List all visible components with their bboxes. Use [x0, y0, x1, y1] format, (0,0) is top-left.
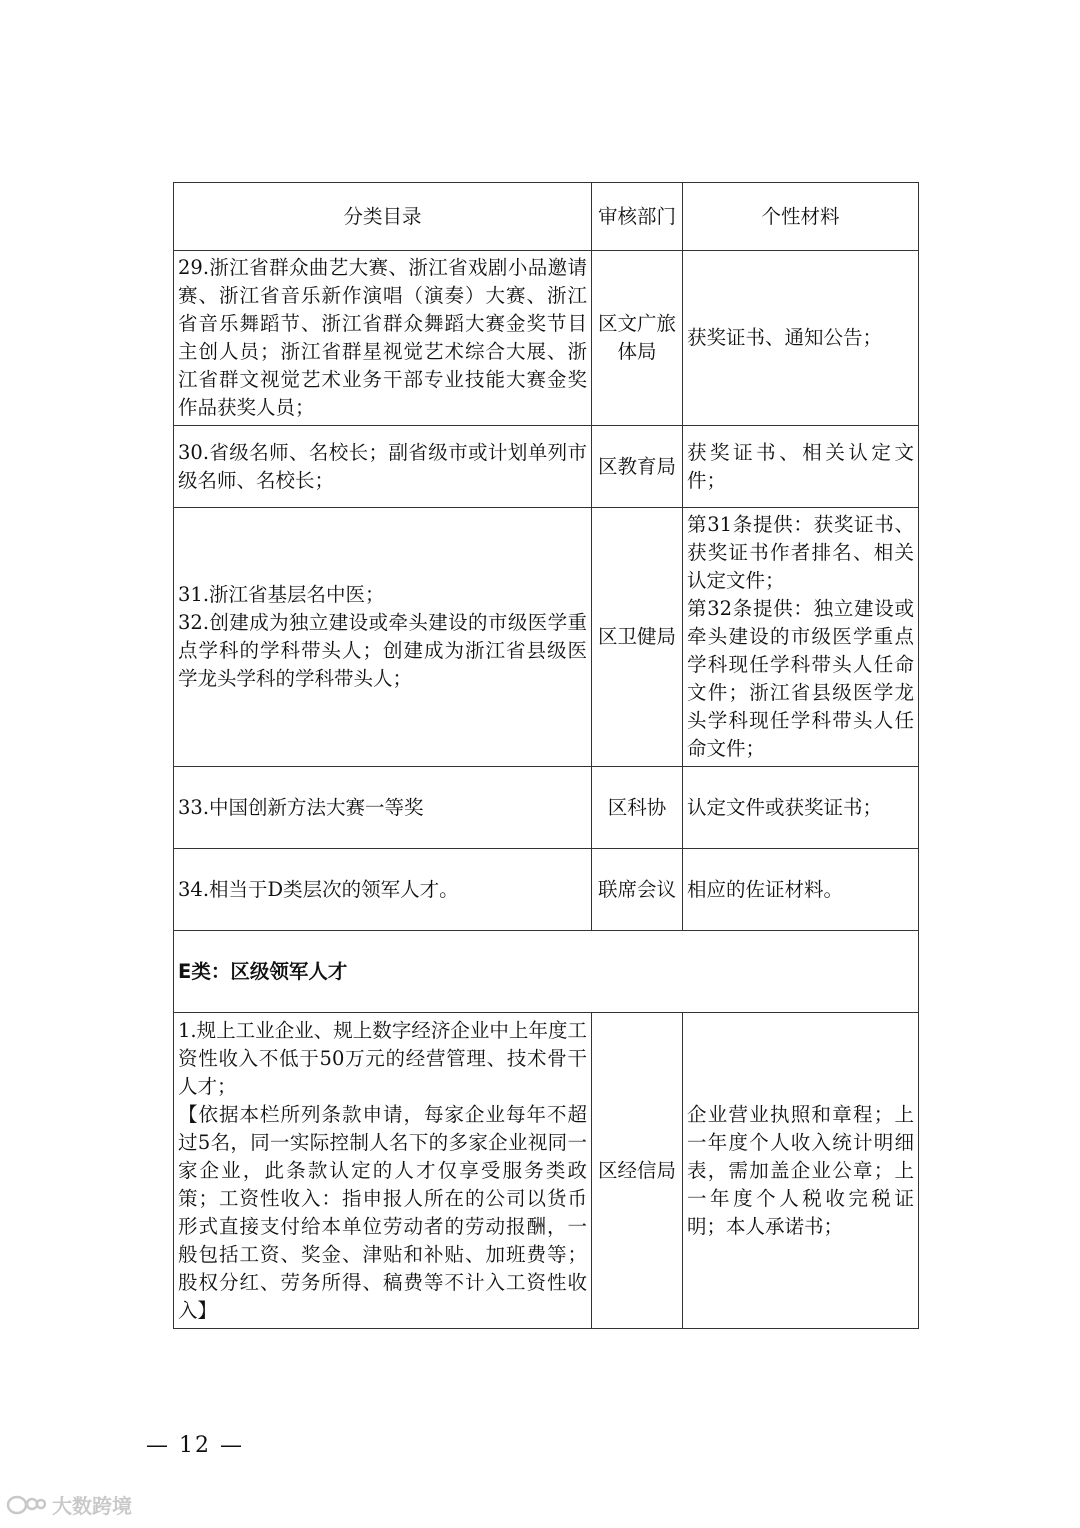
header-category: 分类目录	[174, 183, 592, 251]
table-row	[174, 849, 919, 931]
row-materials: 获奖证书、通知公告；	[683, 251, 919, 426]
row-department: 区文广旅体局	[592, 251, 683, 426]
page-number: — 12 —	[146, 1433, 244, 1458]
watermark-text: 大数跨境	[52, 1494, 132, 1518]
row-department: 区科协	[592, 767, 683, 849]
row-category	[174, 1013, 592, 1329]
table-row	[174, 426, 919, 508]
table-row	[174, 767, 919, 849]
table-row	[174, 508, 919, 767]
watermark-logo-icon	[6, 1494, 46, 1516]
row-department: 区经信局	[592, 1013, 683, 1329]
table-header-row	[174, 183, 919, 251]
category-line: 32.创建成为独立建设或牵头建设的市级医学重点学科的学科带头人；创建成为浙江省县级医学龙头学科的学科带头人；	[178, 611, 587, 690]
category-line: 【依据本栏所列条款申请，每家企业每年不超过5名，同一实际控制人名下的多家企业视同一家企业，此条款认定的人才仅享受服务类政策；工资性收入：指申报人所在的公司以货币形式直接支付给本单位劳动者的劳动报酬，一般包括工资、奖金、津贴和补贴、加班费等；股权分红、劳务所得、稿费等不计入工资性收入】	[178, 1102, 587, 1322]
header-materials: 个性材料	[683, 183, 919, 251]
row-department: 联席会议	[592, 849, 683, 931]
watermark	[6, 1490, 132, 1519]
row-materials: 企业营业执照和章程；上一年度个人收入统计明细表，需加盖企业公章；上一年度个人税收完税证明；本人承诺书；	[683, 1013, 919, 1329]
section-row	[174, 931, 919, 1013]
row-category: 33.中国创新方法大赛一等奖	[174, 767, 592, 849]
row-department: 区教育局	[592, 426, 683, 508]
table-row	[174, 251, 919, 426]
row-category: 34.相当于D类层次的领军人才。	[174, 849, 592, 931]
row-materials: 相应的佐证材料。	[683, 849, 919, 931]
row-materials: 获奖证书、相关认定文件；	[683, 426, 919, 508]
row-department: 区卫健局	[592, 508, 683, 767]
materials-line: 第32条提供：独立建设或牵头建设的市级医学重点学科现任学科带头人任命文件；浙江省县级医学龙头学科现任学科带头人任命文件；	[687, 597, 914, 760]
category-line: 1.规上工业企业、规上数字经济企业中上年度工资性收入不低于50万元的经营管理、技术骨干人才；	[178, 1018, 587, 1098]
row-category: 30.省级名师、名校长；副省级市或计划单列市级名师、名校长；	[174, 426, 592, 508]
table-row	[174, 1013, 919, 1329]
row-materials: 认定文件或获奖证书；	[683, 767, 919, 849]
materials-line: 第31条提供：获奖证书、获奖证书作者排名、相关认定文件；	[687, 513, 914, 592]
document-table	[173, 182, 919, 1329]
row-materials	[683, 508, 919, 767]
row-category	[174, 508, 592, 767]
section-title: E类：区级领军人才	[174, 931, 919, 1013]
header-department: 审核部门	[592, 183, 683, 251]
category-line: 31.浙江省基层名中医；	[178, 583, 385, 606]
row-category: 29.浙江省群众曲艺大赛、浙江省戏剧小品邀请赛、浙江省音乐新作演唱（演奏）大赛、浙江省音乐舞蹈节、浙江省群众舞蹈大赛金奖节目主创人员；浙江省群星视觉艺术综合大展、浙江省群文视觉艺术业务干部专业技能大赛金奖作品获奖人员；	[174, 251, 592, 426]
